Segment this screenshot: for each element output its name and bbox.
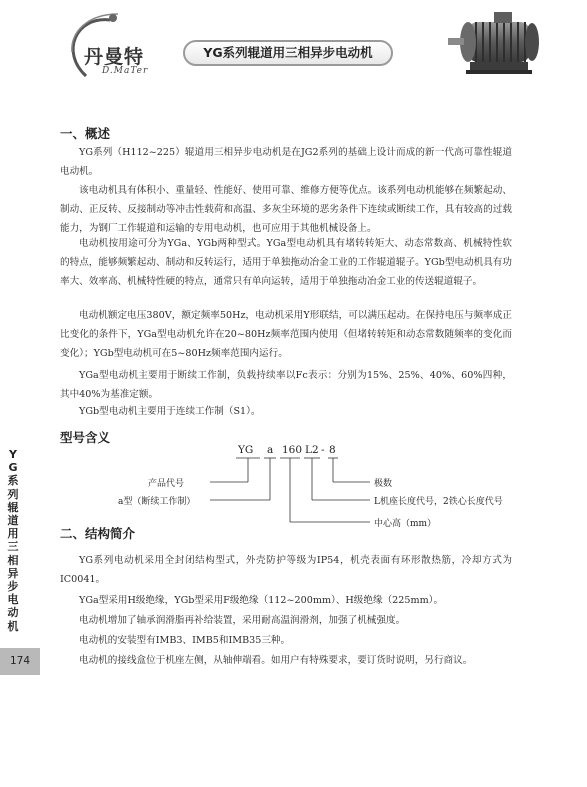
page-title-badge — [183, 40, 393, 66]
label-poles: 极数 — [374, 479, 393, 489]
model-code-length: L2 — [305, 444, 319, 456]
structure-paragraph: 电动机的安装型有IMB3、IMB5和IMB35三种。 — [79, 635, 291, 646]
overview-paragraph: 该电动机具有体积小、重量轻、性能好、使用可靠、维修方便等优点。该系列电动机能够在频繁起动、制动、正反转、反接制动等冲击性载荷和高温、多灰尘环境的恶劣条件下连续或断续工作，具有较高的过载能力，为钢厂工作辊道和运输的专用电动机，也可应用于其他机械设备上。 — [60, 185, 512, 234]
label-product-code: 产品代号 — [148, 479, 185, 489]
brand-logo — [58, 12, 178, 84]
structure-paragraph: 电动机的接线盒位于机座左侧，从轴伸端看。如用户有特殊要求，要订货时说明，另行商议。 — [79, 655, 473, 666]
overview-paragraph: 电动机额定电压380V，额定频率50Hz，电动机采用Y形联结，可以满压起动。在保持电压与频率成正比变化的条件下，YGa型电动机允许在20~80Hz频率范围内使用（但堵转转矩和动态常数随频率的变化而变化）；YGb型电动机可在5~80Hz频率范围内运行。 — [60, 310, 512, 359]
model-code-dash: - — [321, 444, 325, 456]
structure-paragraph: YGa型采用H级绝缘，YGb型采用F级绝缘（112~200mm）、H级绝缘（225mm）。 — [79, 595, 444, 606]
section-heading-model: 型号含义 — [60, 430, 111, 445]
model-code-diagram — [60, 444, 520, 536]
side-chapter-title: YG系列辊道用三相异步电动机 — [7, 448, 19, 633]
label-center-height: 中心高（mm） — [374, 519, 437, 529]
section-heading-structure: 二、结构简介 — [60, 526, 136, 541]
overview-paragraph: YGb型电动机主要用于连续工作制（S1）。 — [79, 406, 261, 417]
structure-paragraph: 电动机增加了轴承润滑脂再补给装置，采用耐高温润滑剂，加强了机械强度。 — [79, 615, 406, 626]
model-code-type: a — [267, 444, 274, 456]
overview-paragraph: YGa型电动机主要用于断续工作制，负载持续率以Fc表示：分别为15%、25%、40%、60%四种，其中40%为基准定额。 — [60, 370, 512, 400]
label-a-type: a型（断续工作制） — [118, 497, 196, 507]
overview-paragraph: YG系列（H112~225）辊道用三相异步电动机是在JG2系列的基础上设计而成的新一代高可靠性辊道电动机。 — [60, 147, 512, 177]
overview-paragraph: 电动机按用途可分为YGa、YGb两种型式。YGa型电动机具有堵转转矩大、动态常数高、机械特性软的特点，能够频繁起动、制动和反转运行，适用于单独拖动冶金工业的工作辊道辊子。YGb型电动机具有功率大、效率高、机械特性硬的特点，通常只有单向运转，适用于单独拖动冶金工业的传送辊道辊子。 — [60, 238, 512, 287]
section-heading-overview: 一、概述 — [60, 126, 111, 141]
logo-english-name: D.MaTer — [102, 66, 149, 76]
model-code-poles: 8 — [329, 444, 336, 456]
motor-photo-icon — [438, 4, 558, 84]
structure-paragraph: YG系列电动机采用全封闭结构型式，外壳防护等级为IP54，机壳表面有环形散热筋，冷却方式为IC0041。 — [60, 555, 512, 585]
model-code-height: 160 — [282, 444, 303, 456]
page-title: YG系列辊道用三相异步电动机 — [203, 45, 373, 60]
page-number: 174 — [0, 648, 40, 675]
logo-chinese-name: 丹曼特 — [84, 46, 145, 68]
model-code-yg: YG — [238, 444, 254, 456]
label-length-code: L机座长度代号，2铁心长度代号 — [374, 497, 503, 507]
model-leader-lines — [60, 444, 520, 536]
